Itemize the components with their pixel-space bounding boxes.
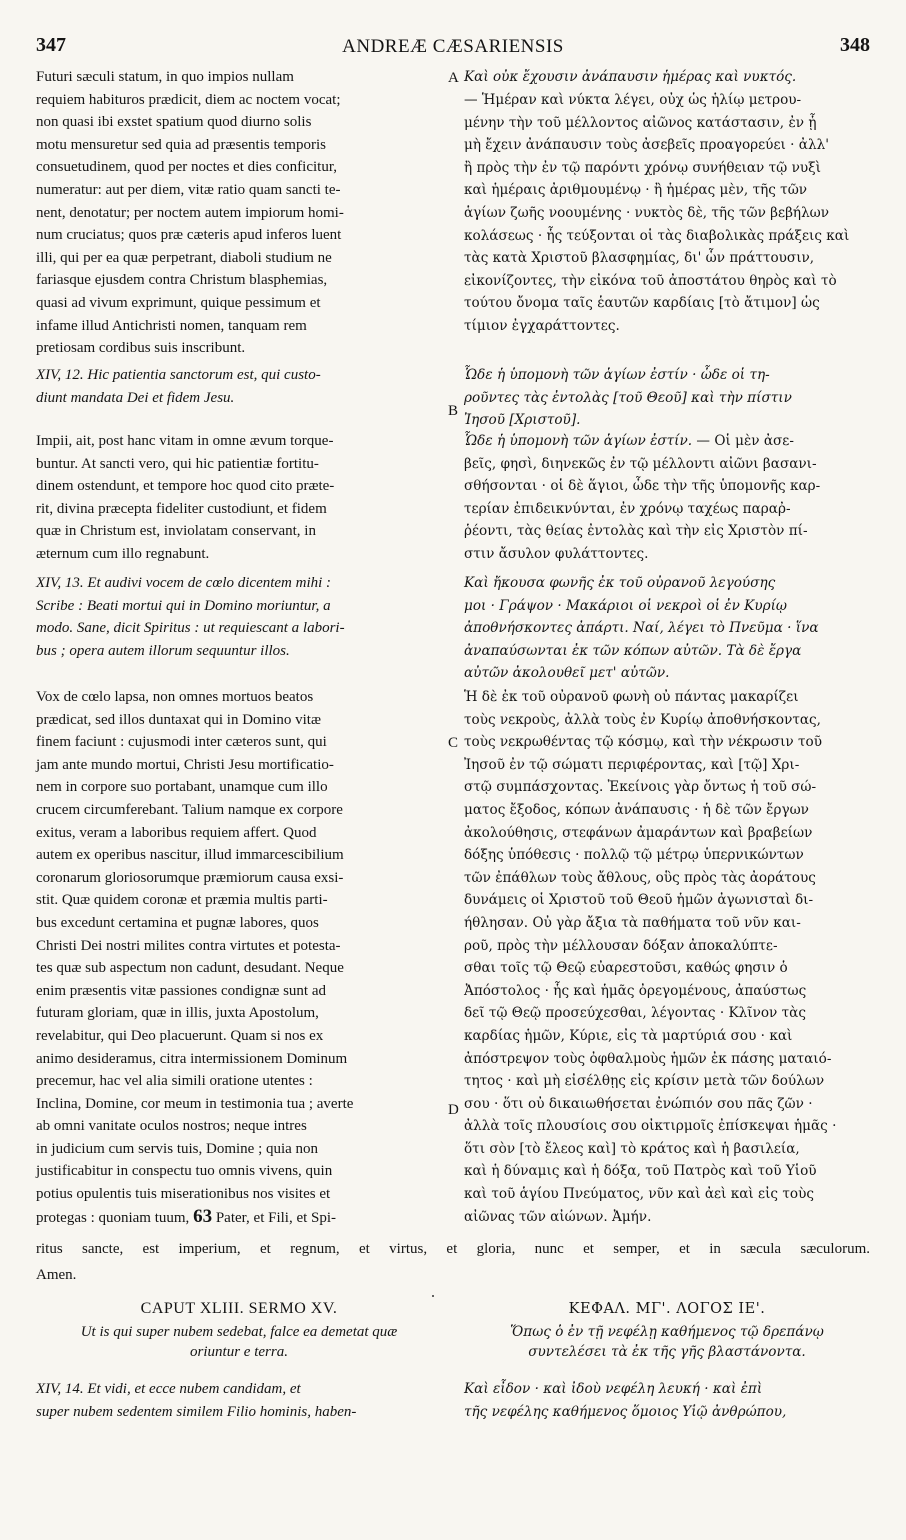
page-number-right: 348 — [840, 34, 870, 56]
text-line: XIV, 12. Hic patientia sanctorum est, qui custo- — [36, 367, 321, 383]
text-line: diunt mandata Dei et fidem Jesu. — [36, 389, 235, 406]
text-line: δόξης ὑπόθεσις · πολλῷ τῷ μέτρῳ ὑπερνικώντων — [464, 847, 804, 864]
text-line: animo desideramus, citra intermissionem Dominum — [36, 1050, 348, 1067]
text-line: Amen. — [36, 1267, 77, 1283]
text-line: quæ in Christum est, inviolatam conservant, in — [36, 523, 316, 540]
text-line: ἁγίων ζωῆς νοουμένης · νυκτὸς δὲ, τῆς τῶν βεβήλων — [464, 204, 830, 221]
text-line: in judicium cum servis tuis, Domine ; quia non — [36, 1140, 319, 1157]
text-line: σθήσονται · οἱ δὲ ἅγιοι, ὧδε τὴν τῆς ὑπομονῆς καρ- — [464, 478, 821, 495]
text-line: Ἀπόστολος · ἧς καὶ ἡμᾶς ὀρεγομένους, ἀπαύστως — [464, 982, 807, 999]
text-line: ήθλησαν. Οὐ γὰρ ἄξια τὰ παθήματα τοῦ νῦν και- — [464, 914, 801, 931]
text-line: ἀπόστρεψον τοὺς ὀφθαλμοὺς ἡμῶν ἐκ πάσης ματαιό- — [464, 1050, 832, 1067]
text-line: bus ; opera autem illorum sequuntur illos. — [36, 642, 290, 659]
margin-letter-c: C — [448, 735, 459, 751]
text-line: exitus, veram a laboribus requiem affert. Quod — [36, 824, 317, 841]
text-line: καρδίας ἡμῶν, Κύριε, εἰς τὰ μαρτύριά σου · καὶ — [464, 1027, 793, 1044]
text-line: καὶ τοῦ ἁγίου Πνεύματος, νῦν καὶ ἀεὶ καὶ εἰς τοὺς — [464, 1186, 814, 1203]
margin-letter-b: B — [448, 403, 459, 419]
full-width-line: ritus sancte, est imperium, et regnum, et virtus, et gloria, nunc et semper, et in sæcula sæculorum. — [36, 1241, 870, 1257]
greek-lemma-3 — [464, 572, 870, 685]
greek-paragraph-2 — [464, 430, 870, 566]
text-line: Καὶ οὐκ ἔχουσιν ἀνάπαυσιν ἡμέρας καὶ νυκτός. — [464, 69, 797, 85]
text-line: numeratur: aut per diem, vitæ ratio quam sancti te- — [36, 181, 341, 198]
text-line: ἀποθνήσκοντες ἀπάρτι. Ναί, λέγει τὸ Πνεῦμα · ἵνα — [464, 620, 819, 637]
text-fragment: Pater, et Fili, et Spi- — [215, 1209, 337, 1226]
latin-chapter-heading: CAPUT XLIII. SERMO XV. — [140, 1300, 338, 1317]
text-fragment: protegas : quoniam tuum, — [36, 1209, 190, 1226]
greek-lemma-1 — [464, 66, 870, 89]
text-line: Ἰησοῦ [Χριστοῦ]. — [464, 412, 581, 429]
text-line: finem faciunt : cujusmodi inter cæteros sunt, qui — [36, 734, 327, 751]
margin-letter-d: D — [448, 1102, 459, 1118]
text-line: συντελέσει τὰ ἐκ τῆς γῆς βλαστάνοντα. — [528, 1344, 806, 1360]
text-line: τοὺς νεκροὺς, ἀλλὰ τοὺς ἐν Κυρίῳ ἀποθνήσκοντας, — [464, 711, 821, 728]
text-line: ροῦντες τὰς ἐντολὰς [τοῦ Θεοῦ] καὶ τὴν πίστιν — [464, 389, 792, 406]
text-line: crucem circumferebant. Talium namque ex corpore — [36, 801, 343, 818]
text-line — [464, 430, 870, 453]
text-line: consuetudinem, quod per noctes et dies conficitur, — [36, 159, 337, 176]
text-line: potius opulentis tuis miserationibus nos visites et — [36, 1186, 331, 1203]
text-line: revelabitur, qui Deo placuerunt. Quam si nos ex — [36, 1027, 324, 1044]
greek-verse-14 — [464, 1378, 870, 1423]
text-line: τίμιον ἐγχαράττοντες. — [464, 317, 620, 334]
running-title: ANDREÆ CÆSARIENSIS — [342, 36, 564, 57]
text-line: Ἰησοῦ ἐν τῷ σώματι περιφέροντας, καὶ [τῷ] Χρι- — [464, 756, 800, 773]
text-line: Καὶ ἤκουσα φωνῆς ἐκ τοῦ οὐρανοῦ λεγούσης — [464, 575, 776, 591]
text-line: καὶ ἡ δύναμις καὶ ἡ δόξα, τοῦ Πατρὸς καὶ τοῦ Υἱοῦ — [464, 1163, 817, 1180]
text-line: αἰῶνας τῶν αἰώνων. Ἀμήν. — [464, 1208, 652, 1225]
text-line: jam ante mundo mortui, Christi Jesu mortificatio- — [36, 756, 334, 773]
text-line: μὴ ἔχειν ἀνάπαυσιν τοὺς ἀσεβεῖς προαγορεύει · ἀλλ' — [464, 137, 829, 154]
text-line: τῶν ἐπάθλων τοὺς ἄθλους, οὓς πρὸς τὰς ἀοράτους — [464, 869, 816, 886]
latin-chapter-subtitle — [36, 1322, 442, 1362]
text-line: Ὅπως ὁ ἐν τῇ νεφέλῃ καθήμενος τῷ δρεπάνῳ — [510, 1324, 824, 1340]
text-line: bus excedunt certamina et pugnæ labores, quos — [36, 914, 319, 931]
text-line: coronarum gloriosorumque præmiorum causa exsi- — [36, 869, 344, 886]
text-line: Ut is qui super nubem sedebat, falce ea demetat quæ — [80, 1324, 398, 1340]
text-line: Scribe : Beati mortui qui in Domino moriuntur, a — [36, 597, 331, 614]
text-line: ροῦ, πρὸς τὴν μέλλουσαν δόξαν ἀποκαλύπτε- — [464, 937, 778, 954]
text-fragment: — Οἱ μὲν ἀσε- — [692, 433, 794, 449]
greek-chapter-heading: ΚΕΦΑΛ. ΜΓ'. ΛΟΓΟΣ ΙΕ'. — [568, 1301, 766, 1317]
text-line: ῥέοντι, τὰς θείας ἐντολὰς καὶ τὴν εἰς Χριστὸν πί- — [464, 523, 808, 540]
latin-paragraph-2 — [36, 430, 442, 566]
text-line: στιν ἄσυλον φυλάττοντες. — [464, 545, 649, 562]
text-line: enim præsentis vitæ passiones condignæ sunt ad — [36, 982, 326, 999]
text-line: non quasi ibi exstet spatium quod diurno solis — [36, 114, 312, 131]
text-line: τῆς νεφέλης καθήμενος ὅμοιος Υἱῷ ἀνθρώπου, — [464, 1403, 787, 1420]
text-line: precemur, hac vel alia simili oratione utentes : — [36, 1073, 313, 1090]
text-line: ab omni vanitate oculos nostros; neque intres — [36, 1118, 307, 1135]
text-line: δεῖ τῷ Θεῷ προσεύχεσθαι, λέγοντας · Κλῖνον τὰς — [464, 1005, 806, 1022]
text-line: requiem habituros prædicit, diem ac noctem vocat; — [36, 91, 341, 108]
text-line: XIV, 14. Et vidi, et ecce nubem candidam, et — [36, 1381, 301, 1397]
text-line: stit. Quæ quidem coronæ et præmia multis parti- — [36, 892, 328, 909]
text-line: τητος · καὶ μὴ εἰσέλθῃς εἰς κρίσιν μετὰ τῶν δούλων — [464, 1073, 825, 1090]
page-marker: 63 — [193, 1205, 213, 1227]
text-line: — Ἡμέραν καὶ νύκτα λέγει, οὐχ ὡς ἡλίῳ μετρου- — [464, 92, 802, 108]
text-line: futuram gloriam, quæ in illis, juxta Apostolum, — [36, 1005, 319, 1022]
text-line: Futuri sæculi statum, in quo impios nullam — [36, 69, 294, 85]
text-line: σου · ὅτι οὐ δικαιωθήσεται ἐνώπιόν σου πᾶς ζῶν · — [464, 1095, 813, 1112]
text-line: Inclina, Domine, cor meum in testimonia tua ; averte — [36, 1095, 354, 1112]
text-line: αὐτῶν ἀκολουθεῖ μετ' αὐτῶν. — [464, 665, 670, 682]
text-line: Vox de cœlo lapsa, non omnes mortuos beatos — [36, 689, 314, 705]
latin-paragraph-3 — [36, 686, 442, 1229]
text-line: μοι · Γράψον · Μακάριοι οἱ νεκροὶ οἱ ἐν Κυρίῳ — [464, 597, 788, 614]
text-line: καὶ ἡμέραις ἀριθμουμένῳ · ἢ ἡμέρας μὲν, τῆς τῶν — [464, 182, 808, 199]
page-number-left: 347 — [36, 34, 66, 56]
text-line: ἢ πρὸς τὴν ἐν τῷ παρόντι χρόνῳ συνήθειαν τῷ νυξὶ — [464, 159, 821, 176]
text-line: pretiosam cordibus suis inscribunt. — [36, 340, 246, 357]
text-line: æternum cum illo regnabunt. — [36, 545, 210, 562]
text-fragment: Ὧδε ἡ ὑπομονὴ τῶν ἁγίων ἐστίν. — [464, 433, 693, 449]
text-line: tes quæ sub aspectum non cadunt, desudant. Neque — [36, 960, 344, 977]
text-line: ματος ἔξοδος, κόπων ἀνάπαυσις · ἡ δὲ τῶν ἔργων — [464, 801, 809, 818]
text-line: κολάσεως · ἧς τεύξονται οἱ τὰς διαβολικὰς πράξεις καὶ — [464, 227, 850, 244]
text-line: infame illud Antichristi nomen, tanquam rem — [36, 317, 307, 334]
text-line: εἰκονίζοντες, τὴν εἰκόνα τοῦ ἀποστάτου θηρὸς καὶ τὸ — [464, 272, 837, 289]
text-line: Καὶ εἶδον · καὶ ἰδοὺ νεφέλη λευκή · καὶ ἐπὶ — [464, 1381, 763, 1397]
text-line: super nubem sedentem similem Filio hominis, haben- — [36, 1403, 357, 1420]
greek-paragraph-1 — [464, 89, 870, 338]
text-line: τούτου ὄνομα ταῖς ἑαυτῶν καρδίαις [τὸ ἄτιμον] ὡς — [464, 295, 820, 312]
text-line: ἀναπαύσωνται ἐκ τῶν κόπων αὐτῶν. Τὰ δὲ ἔργα — [464, 642, 802, 659]
text-line: nent, denotatur; per noctem autem impiorum homi- — [36, 204, 344, 221]
text-line: fariasque ejusdem contra Christum blasphemias, — [36, 272, 328, 289]
text-line: στῷ συμπάσχοντας. Ἐκείνοις γὰρ ὄντως ἡ τοῦ σώ- — [464, 779, 817, 796]
text-line: oriuntur e terra. — [190, 1344, 288, 1360]
text-line: Ὧδε ἡ ὑπομονὴ τῶν ἁγίων ἐστίν · ὧδε οἱ τη- — [464, 367, 770, 383]
text-line: motu mensuretur sed quia ad præsentis temporis — [36, 136, 326, 153]
text-line: βεῖς, φησὶ, διηνεκῶς ἐν τῷ μέλλοντι αἰῶνι βασανι- — [464, 455, 817, 472]
margin-letter-a: A — [448, 70, 459, 86]
text-line: ἀλλὰ τοῖς πλουσίοις σου οἰκτιρμοῖς ἐπίσκεψαι ἡμᾶς · — [464, 1118, 837, 1135]
text-line: illi, qui per ea quæ perpetrant, diaboli studium ne — [36, 249, 332, 266]
text-line: dinem ostendunt, et tempore hoc quod cito præte- — [36, 478, 335, 495]
text-line: nem in corpore suo portabant, unamque cum illo — [36, 779, 328, 796]
text-line: XIV, 13. Et audivi vocem de cœlo dicentem mihi : — [36, 575, 332, 591]
greek-chapter-subtitle — [464, 1322, 870, 1362]
text-line: justificabitur in conspectu tuo omnis vivens, quin — [36, 1163, 333, 1180]
text-line: quasi ad vivum exprimunt, quique pessimum et — [36, 294, 321, 311]
text-line: rit, divina præcepta fideliter custodiunt, et fidem — [36, 500, 327, 517]
greek-lemma-2 — [464, 364, 870, 432]
text-line: μένην τὴν τοῦ μέλλοντος αἰῶνος κατάστασιν, ἐν ᾗ — [464, 114, 817, 131]
text-line: num cruciatus; quos præ cæteris apud inferos luent — [36, 227, 342, 244]
text-line: Ἡ δὲ ἐκ τοῦ οὐρανοῦ φωνὴ οὐ πάντας μακαρίζει — [464, 689, 799, 705]
text-line: ἀκολούθησις, στεφάνων ἀμαράντων καὶ βραβείων — [464, 824, 813, 841]
ornament-dot — [432, 1295, 434, 1297]
text-line: δυνάμεις οἱ Χριστοῦ τοῦ Θεοῦ ἡμῶν ἀγωνισταὶ δι- — [464, 892, 814, 909]
running-header — [36, 34, 870, 60]
text-line: Christi Dei nostri milites contra virtutes et potesta- — [36, 937, 341, 954]
greek-paragraph-3 — [464, 686, 870, 1228]
latin-verse-13 — [36, 572, 442, 662]
text-line: prædicat, sed illos duntaxat qui in Domino vitæ — [36, 711, 321, 728]
text-line: modo. Sane, dicit Spiritus : ut requiescant a labori- — [36, 620, 345, 637]
text-line-with-marker — [36, 1206, 442, 1230]
text-line: ὅτι σὸν [τὸ ἔλεος καὶ] τὸ κράτος καὶ ἡ βασιλεία, — [464, 1140, 800, 1157]
text-line: autem ex operibus nascitur, illud immarcescibilium — [36, 847, 344, 864]
text-line: τερίαν ἐπιδεικνύνται, ἐν χρόνῳ ταχέως παραῤ- — [464, 500, 791, 517]
latin-verse-14 — [36, 1378, 442, 1423]
latin-paragraph-1 — [36, 66, 442, 360]
text-line: σθαι τοῖς τῷ Θεῷ εὐαρεστοῦσι, καθώς φησιν ὁ — [464, 960, 788, 977]
text-line: τὰς κατὰ Χριστοῦ βλασφημίας, δι' ὧν πράττουσιν, — [464, 250, 815, 267]
latin-amen — [36, 1264, 442, 1287]
text-line: buntur. At sancti vero, qui hic patientiæ fortitu- — [36, 455, 319, 472]
text-line: τοὺς νεκρωθέντας τῷ κόσμῳ, καὶ τὴν νέκρωσιν τοῦ — [464, 734, 822, 751]
latin-verse-12 — [36, 364, 442, 409]
text-line: Impii, ait, post hanc vitam in omne ævum torque- — [36, 433, 334, 449]
